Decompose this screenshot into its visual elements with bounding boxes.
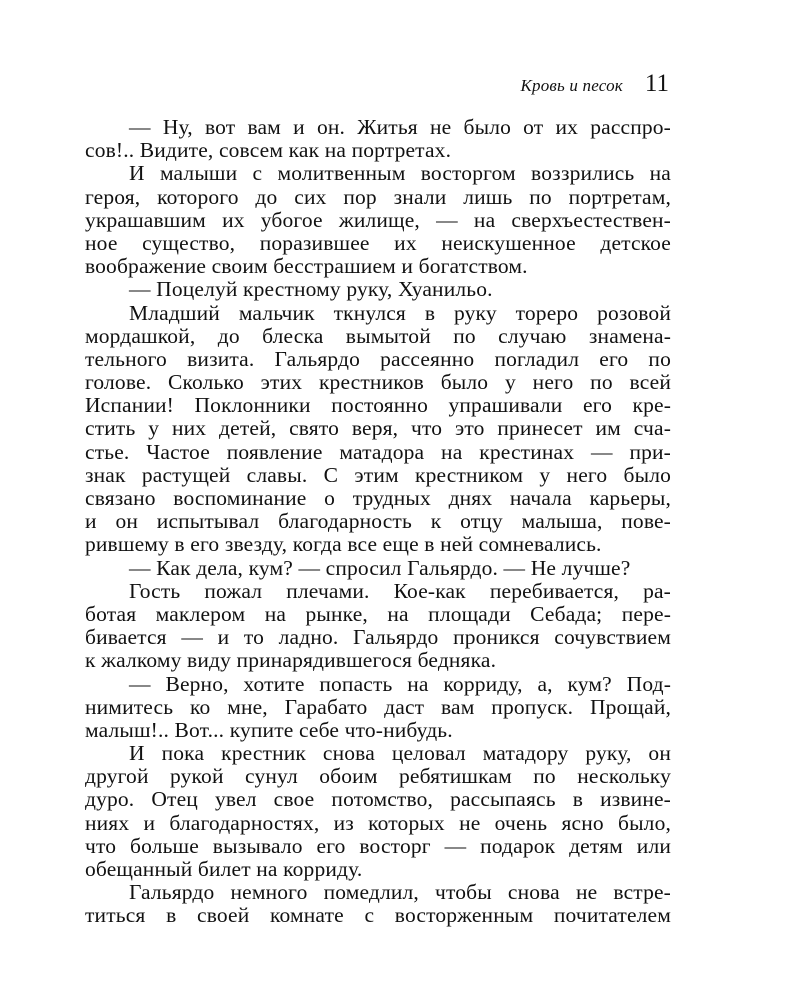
- text-line: Испании! Поклонники постоянно упрашивали его кре-: [85, 393, 671, 418]
- text-line: рившему в его звезду, когда все еще в ней сомневались.: [85, 532, 602, 557]
- text-line: дуро. Отец увел свое потомство, рассыпаясь в извине-: [85, 787, 671, 812]
- text-line: ное существо, поразившее их неискушенное детское: [85, 230, 671, 255]
- body-text: [85, 116, 671, 928]
- text-line: стье. Частое появление матадора на крестинах — при-: [85, 439, 671, 464]
- text-line: — Как дела, кум? — спросил Гальярдо. — Не лучше?: [129, 555, 631, 580]
- text-line: связано воспоминание о трудных днях начала карьеры,: [85, 486, 671, 510]
- text-line: воображение своим бесстрашием и богатством.: [85, 254, 528, 279]
- text-line: к жалкому виду принарядившегося бедняка.: [85, 648, 497, 673]
- text-line: мордашкой, до блеска вымытой по случаю знамена-: [85, 323, 671, 348]
- text-line: украшавшим их убогое жилище, — на сверхъестествен-: [85, 207, 671, 232]
- text-line: сов!.. Видите, совсем как на портретах.: [85, 138, 452, 163]
- text-line: Младший мальчик ткнулся в руку тореро розовой: [129, 300, 671, 325]
- text-line: нимитесь ко мне, Гарабато даст вам пропуск. Прощай,: [85, 694, 671, 719]
- text-line: малыш!.. Вот... купите себе что-нибудь.: [85, 717, 453, 742]
- page-number: 11: [644, 70, 669, 97]
- text-line: ниях и благодарностях, из которых не очень ясно было,: [85, 810, 671, 835]
- text-line: И пока крестник снова целовал матадору руку, он: [129, 741, 671, 766]
- text-line: Гальярдо немного помедлил, чтобы снова не встре-: [129, 880, 671, 905]
- text-line: — Поцелуй крестному руку, Хуанильо.: [129, 277, 493, 302]
- text-line: знак растущей славы. С этим крестником у него было: [85, 462, 671, 487]
- text-line: стить у них детей, свято веря, что это принесет им сча-: [85, 416, 671, 441]
- text-line: голове. Сколько этих крестников было у него по всей: [85, 370, 671, 395]
- text-line: — Верно, хотите попасть на корриду, а, кум? Под-: [129, 671, 671, 696]
- text-line: И малыши с молитвенным восторгом воззрились на: [129, 161, 671, 186]
- text-line: обещанный билет на корриду.: [85, 857, 363, 881]
- text-line: титься в своей комнате с восторженным почитателем: [85, 903, 671, 928]
- text-line: героя, которого до сих пор знали лишь по портретам,: [85, 184, 671, 209]
- text-line: другой рукой сунул обоим ребятишкам по нескольку: [85, 764, 671, 789]
- text-line: тельного визита. Гальярдо рассеянно погладил его по: [85, 346, 671, 371]
- text-line: — Ну, вот вам и он. Житья не было от их расспро-: [129, 115, 671, 139]
- text-line: Гость пожал плечами. Кое-как перебивается, ра-: [129, 578, 671, 603]
- text-line: и он испытывал благодарность к отцу малыша, пове-: [85, 509, 671, 534]
- running-title: Кровь и песок: [520, 76, 623, 95]
- running-head: [521, 70, 669, 98]
- text-line: что больше вызывало его восторг — подарок детям или: [85, 833, 671, 858]
- text-line: бивается — и то ладно. Гальярдо проникся сочувствием: [85, 625, 671, 650]
- text-line: ботая маклером на рынке, на площади Себада; пере-: [85, 601, 671, 626]
